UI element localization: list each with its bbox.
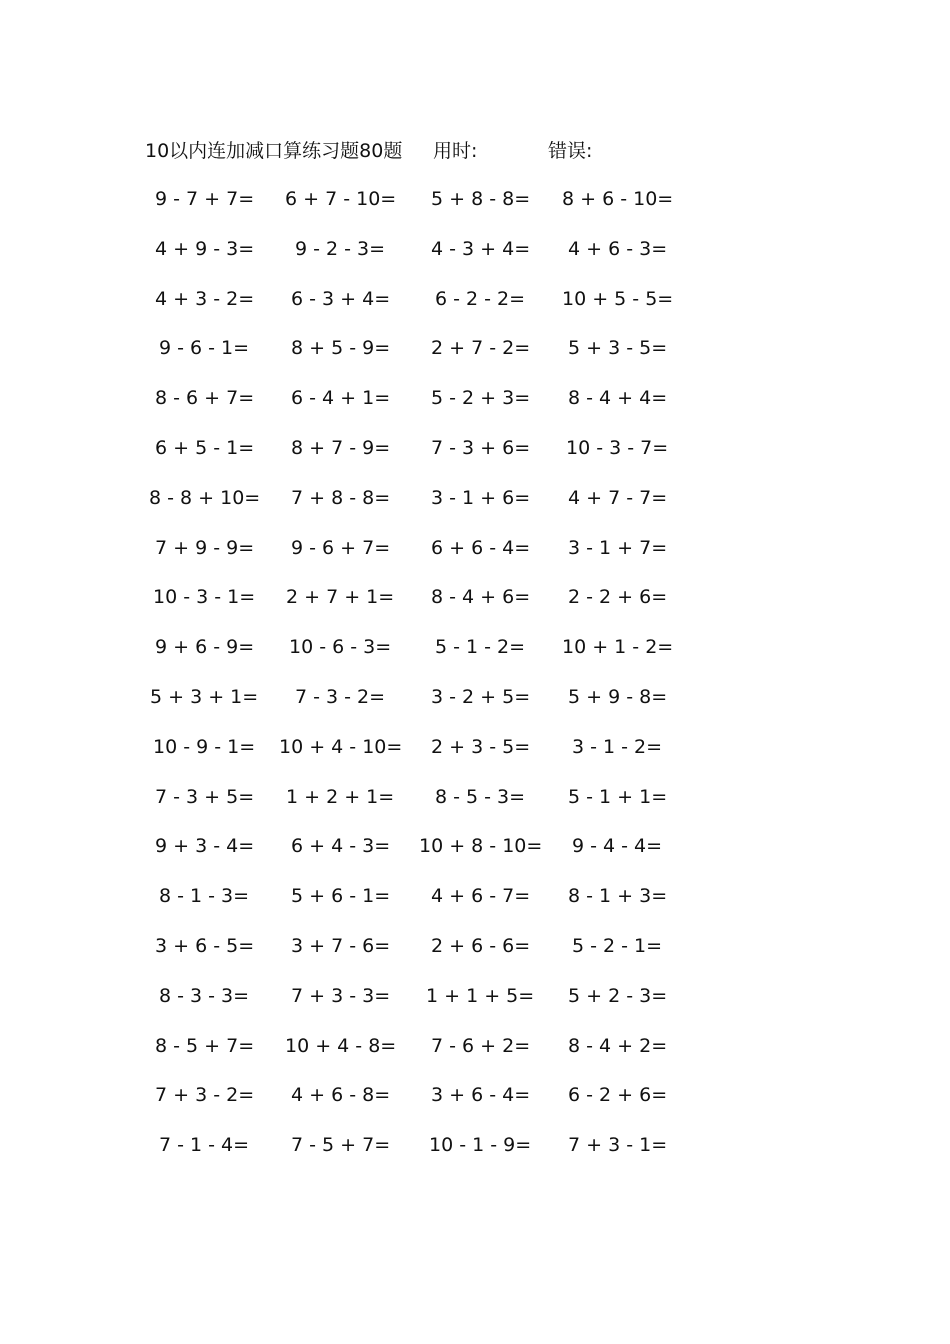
problem-row (0, 532, 950, 582)
math-problem: 9 - 2 - 3= (295, 237, 386, 260)
math-problem: 1 + 2 + 1= (286, 785, 395, 808)
math-problem: 3 + 7 - 6= (291, 934, 391, 957)
math-problem: 7 + 3 - 2= (155, 1084, 255, 1107)
problem-row (0, 183, 950, 233)
math-problem: 6 - 3 + 4= (291, 287, 391, 310)
math-problem: 4 + 7 - 7= (568, 486, 668, 509)
problem-row (0, 880, 950, 930)
problem-row (0, 980, 950, 1030)
math-problem: 3 - 1 + 7= (568, 536, 668, 559)
math-problem: 5 - 1 - 2= (435, 636, 526, 659)
math-problem: 2 + 7 - 2= (431, 337, 531, 360)
math-problem: 4 + 6 - 7= (431, 885, 531, 908)
math-problem: 3 + 6 - 4= (431, 1084, 531, 1107)
math-problem: 6 + 4 - 3= (291, 835, 391, 858)
problem-row (0, 482, 950, 532)
math-problem: 3 - 2 + 5= (431, 685, 531, 708)
math-problem: 7 - 3 + 6= (431, 436, 531, 459)
math-problem: 5 - 2 - 1= (572, 934, 663, 957)
math-problem: 8 - 1 + 3= (568, 885, 668, 908)
problem-row (0, 631, 950, 681)
math-problem: 6 + 5 - 1= (155, 436, 255, 459)
math-problem: 2 + 7 + 1= (286, 586, 395, 609)
math-problem: 5 + 8 - 8= (431, 188, 531, 210)
math-problem: 8 + 6 - 10= (562, 188, 674, 210)
problem-row (0, 1129, 950, 1179)
problem-row (0, 332, 950, 382)
problem-row (0, 1079, 950, 1129)
math-problem: 9 + 3 - 4= (155, 835, 255, 858)
worksheet-title: 10以内连加减口算练习题80题 (145, 140, 403, 162)
math-problem: 8 - 4 + 4= (568, 387, 668, 410)
problem-row (0, 781, 950, 831)
math-problem: 7 - 5 + 7= (291, 1134, 391, 1157)
math-problem: 10 - 9 - 1= (153, 735, 256, 758)
math-problem: 10 - 1 - 9= (429, 1134, 532, 1157)
math-problem: 10 + 4 - 10= (279, 735, 403, 758)
math-problem: 9 - 4 - 4= (572, 835, 663, 858)
math-problem: 5 + 6 - 1= (291, 885, 391, 908)
math-problem: 6 - 2 - 2= (435, 287, 526, 310)
math-problem: 10 + 4 - 8= (285, 1034, 397, 1057)
math-problem: 5 + 2 - 3= (568, 984, 668, 1007)
math-problem: 7 + 3 - 3= (291, 984, 391, 1007)
math-problem: 3 - 1 - 2= (572, 735, 663, 758)
math-problem: 10 - 3 - 1= (153, 586, 256, 609)
problem-row (0, 283, 950, 333)
math-problem: 10 + 1 - 2= (562, 636, 674, 659)
math-problem: 10 - 3 - 7= (566, 436, 669, 459)
problem-row (0, 681, 950, 731)
problem-grid (0, 183, 950, 1179)
math-problem: 8 - 8 + 10= (149, 486, 261, 509)
math-problem: 10 + 8 - 10= (419, 835, 543, 858)
math-problem: 8 - 5 - 3= (435, 785, 526, 808)
math-problem: 6 + 7 - 10= (285, 188, 397, 210)
math-problem: 7 - 1 - 4= (159, 1134, 250, 1157)
problem-row (0, 581, 950, 631)
math-problem: 6 + 6 - 4= (431, 536, 531, 559)
math-problem: 4 + 3 - 2= (155, 287, 255, 310)
math-problem: 1 + 1 + 5= (426, 984, 535, 1007)
math-problem: 10 - 6 - 3= (289, 636, 392, 659)
math-problem: 6 - 4 + 1= (291, 387, 391, 410)
math-problem: 9 - 6 - 1= (159, 337, 250, 360)
math-problem: 8 - 5 + 7= (155, 1034, 255, 1057)
math-problem: 9 - 6 + 7= (291, 536, 391, 559)
math-problem: 4 + 6 - 3= (568, 237, 668, 260)
math-problem: 8 - 1 - 3= (159, 885, 250, 908)
math-problem: 4 + 9 - 3= (155, 237, 255, 260)
math-problem: 8 + 7 - 9= (291, 436, 391, 459)
math-problem: 7 + 8 - 8= (291, 486, 391, 509)
math-problem: 7 - 6 + 2= (431, 1034, 531, 1057)
math-problem: 3 - 1 + 6= (431, 486, 531, 509)
problem-row (0, 830, 950, 880)
math-problem: 7 + 3 - 1= (568, 1134, 668, 1157)
math-problem: 8 - 6 + 7= (155, 387, 255, 410)
math-problem: 9 - 7 + 7= (155, 188, 255, 210)
problem-row (0, 233, 950, 283)
math-problem: 2 + 3 - 5= (431, 735, 531, 758)
math-problem: 7 + 9 - 9= (155, 536, 255, 559)
math-problem: 5 - 2 + 3= (431, 387, 531, 410)
math-problem: 10 + 5 - 5= (562, 287, 674, 310)
math-problem: 8 - 4 + 2= (568, 1034, 668, 1057)
problem-row (0, 731, 950, 781)
math-problem: 9 + 6 - 9= (155, 636, 255, 659)
math-problem: 4 + 6 - 8= (291, 1084, 391, 1107)
math-problem: 3 + 6 - 5= (155, 934, 255, 957)
math-problem: 5 + 3 - 5= (568, 337, 668, 360)
time-used-label: 用时: (433, 140, 478, 162)
math-problem: 2 - 2 + 6= (568, 586, 668, 609)
math-problem: 7 - 3 + 5= (155, 785, 255, 808)
math-problem: 2 + 6 - 6= (431, 934, 531, 957)
math-problem: 5 + 9 - 8= (568, 685, 668, 708)
problem-row (0, 930, 950, 980)
math-problem: 5 + 3 + 1= (150, 685, 259, 708)
math-problem: 7 - 3 - 2= (295, 685, 386, 708)
math-problem: 8 + 5 - 9= (291, 337, 391, 360)
error-count-label: 错误: (548, 140, 593, 162)
math-problem: 8 - 4 + 6= (431, 586, 531, 609)
math-problem: 4 - 3 + 4= (431, 237, 531, 260)
problem-row (0, 1030, 950, 1080)
math-problem: 8 - 3 - 3= (159, 984, 250, 1007)
math-problem: 5 - 1 + 1= (568, 785, 668, 808)
problem-row (0, 432, 950, 482)
math-problem: 6 - 2 + 6= (568, 1084, 668, 1107)
problem-row (0, 382, 950, 432)
